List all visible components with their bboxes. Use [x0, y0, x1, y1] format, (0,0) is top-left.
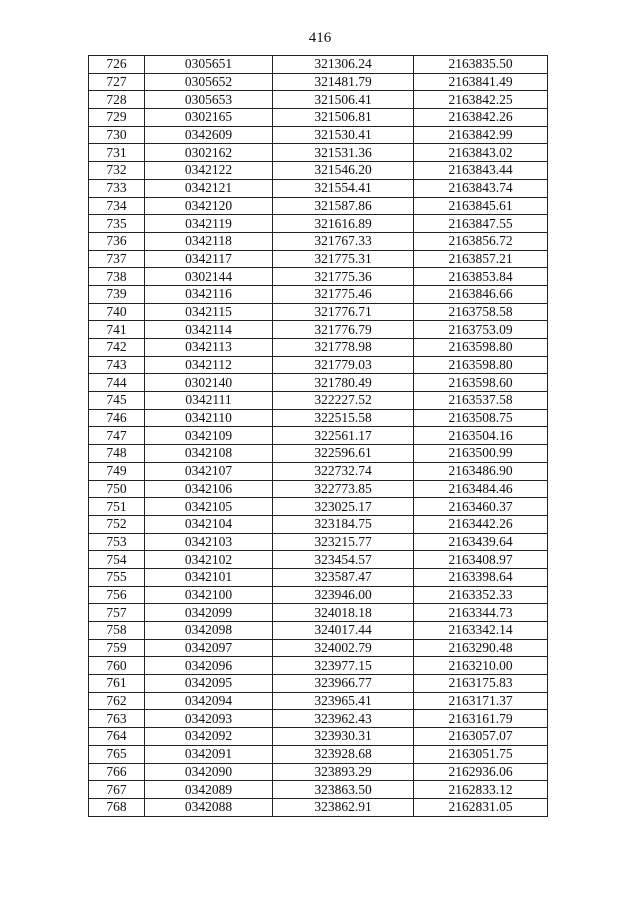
- point-code-cell: 0302165: [145, 109, 273, 127]
- table-row: [89, 728, 548, 746]
- table-row: [89, 162, 548, 180]
- point-code-cell: 0302162: [145, 144, 273, 162]
- y-coordinate-cell: 2162831.05: [414, 798, 548, 816]
- table-row: [89, 339, 548, 357]
- table-row: [89, 250, 548, 268]
- y-coordinate-cell: 2163845.61: [414, 197, 548, 215]
- table-row: [89, 215, 548, 233]
- point-code-cell: 0305652: [145, 73, 273, 91]
- row-number-cell: 747: [89, 427, 145, 445]
- x-coordinate-cell: 322773.85: [273, 480, 414, 498]
- x-coordinate-cell: 323946.00: [273, 586, 414, 604]
- table-row: [89, 392, 548, 410]
- x-coordinate-cell: 321616.89: [273, 215, 414, 233]
- y-coordinate-cell: 2163753.09: [414, 321, 548, 339]
- table-row: [89, 356, 548, 374]
- x-coordinate-cell: 321767.33: [273, 232, 414, 250]
- table-row: [89, 144, 548, 162]
- x-coordinate-cell: 323966.77: [273, 675, 414, 693]
- point-code-cell: 0342106: [145, 480, 273, 498]
- point-code-cell: 0342105: [145, 498, 273, 516]
- table-row: [89, 675, 548, 693]
- y-coordinate-cell: 2163161.79: [414, 710, 548, 728]
- row-number-cell: 754: [89, 551, 145, 569]
- point-code-cell: 0342092: [145, 728, 273, 746]
- point-code-cell: 0342108: [145, 445, 273, 463]
- table-row: [89, 692, 548, 710]
- table-row: [89, 374, 548, 392]
- x-coordinate-cell: 321775.31: [273, 250, 414, 268]
- point-code-cell: 0342115: [145, 303, 273, 321]
- point-code-cell: 0342096: [145, 657, 273, 675]
- row-number-cell: 761: [89, 675, 145, 693]
- point-code-cell: 0342114: [145, 321, 273, 339]
- table-row: [89, 515, 548, 533]
- row-number-cell: 733: [89, 179, 145, 197]
- row-number-cell: 745: [89, 392, 145, 410]
- row-number-cell: 726: [89, 56, 145, 74]
- table-row: [89, 798, 548, 816]
- table-row: [89, 73, 548, 91]
- y-coordinate-cell: 2163504.16: [414, 427, 548, 445]
- point-code-cell: 0342093: [145, 710, 273, 728]
- x-coordinate-cell: 323962.43: [273, 710, 414, 728]
- table-row: [89, 179, 548, 197]
- row-number-cell: 759: [89, 639, 145, 657]
- y-coordinate-cell: 2162936.06: [414, 763, 548, 781]
- y-coordinate-cell: 2163842.99: [414, 126, 548, 144]
- x-coordinate-cell: 321587.86: [273, 197, 414, 215]
- row-number-cell: 749: [89, 462, 145, 480]
- x-coordinate-cell: 323965.41: [273, 692, 414, 710]
- row-number-cell: 763: [89, 710, 145, 728]
- page-number: 416: [308, 30, 332, 46]
- row-number-cell: 768: [89, 798, 145, 816]
- y-coordinate-cell: 2163853.84: [414, 268, 548, 286]
- y-coordinate-cell: 2163175.83: [414, 675, 548, 693]
- y-coordinate-cell: 2163842.25: [414, 91, 548, 109]
- point-code-cell: 0342122: [145, 162, 273, 180]
- table-row: [89, 303, 548, 321]
- table-row: [89, 657, 548, 675]
- x-coordinate-cell: 321779.03: [273, 356, 414, 374]
- row-number-cell: 762: [89, 692, 145, 710]
- row-number-cell: 748: [89, 445, 145, 463]
- y-coordinate-cell: 2163598.60: [414, 374, 548, 392]
- row-number-cell: 729: [89, 109, 145, 127]
- table-row: [89, 268, 548, 286]
- x-coordinate-cell: 322561.17: [273, 427, 414, 445]
- table-row: [89, 763, 548, 781]
- x-coordinate-cell: 323977.15: [273, 657, 414, 675]
- table-row: [89, 56, 548, 74]
- point-code-cell: 0342097: [145, 639, 273, 657]
- row-number-cell: 728: [89, 91, 145, 109]
- y-coordinate-cell: 2163439.64: [414, 533, 548, 551]
- x-coordinate-cell: 321776.79: [273, 321, 414, 339]
- x-coordinate-cell: 323587.47: [273, 568, 414, 586]
- y-coordinate-cell: 2163051.75: [414, 745, 548, 763]
- table-row: [89, 498, 548, 516]
- x-coordinate-cell: 323025.17: [273, 498, 414, 516]
- y-coordinate-cell: 2163758.58: [414, 303, 548, 321]
- y-coordinate-cell: 2163857.21: [414, 250, 548, 268]
- row-number-cell: 757: [89, 604, 145, 622]
- x-coordinate-cell: 321775.36: [273, 268, 414, 286]
- table-row: [89, 622, 548, 640]
- row-number-cell: 764: [89, 728, 145, 746]
- row-number-cell: 742: [89, 339, 145, 357]
- point-code-cell: 0342094: [145, 692, 273, 710]
- point-code-cell: 0342095: [145, 675, 273, 693]
- point-code-cell: 0342118: [145, 232, 273, 250]
- y-coordinate-cell: 2163442.26: [414, 515, 548, 533]
- table-row: [89, 109, 548, 127]
- y-coordinate-cell: 2163846.66: [414, 285, 548, 303]
- x-coordinate-cell: 321306.24: [273, 56, 414, 74]
- row-number-cell: 734: [89, 197, 145, 215]
- y-coordinate-cell: 2163856.72: [414, 232, 548, 250]
- x-coordinate-cell: 321546.20: [273, 162, 414, 180]
- row-number-cell: 739: [89, 285, 145, 303]
- table-row: [89, 232, 548, 250]
- row-number-cell: 751: [89, 498, 145, 516]
- row-number-cell: 750: [89, 480, 145, 498]
- x-coordinate-cell: 321780.49: [273, 374, 414, 392]
- y-coordinate-cell: 2163344.73: [414, 604, 548, 622]
- x-coordinate-cell: 322732.74: [273, 462, 414, 480]
- x-coordinate-cell: 323893.29: [273, 763, 414, 781]
- table-row: [89, 745, 548, 763]
- table-row: [89, 462, 548, 480]
- point-code-cell: 0342110: [145, 409, 273, 427]
- point-code-cell: 0305653: [145, 91, 273, 109]
- x-coordinate-cell: 321531.36: [273, 144, 414, 162]
- x-coordinate-cell: 323215.77: [273, 533, 414, 551]
- point-code-cell: 0342104: [145, 515, 273, 533]
- row-number-cell: 767: [89, 781, 145, 799]
- coordinates-table-body: [89, 56, 548, 817]
- row-number-cell: 738: [89, 268, 145, 286]
- x-coordinate-cell: 323928.68: [273, 745, 414, 763]
- y-coordinate-cell: 2163841.49: [414, 73, 548, 91]
- y-coordinate-cell: 2163598.80: [414, 356, 548, 374]
- table-row: [89, 480, 548, 498]
- x-coordinate-cell: 321775.46: [273, 285, 414, 303]
- table-row: [89, 604, 548, 622]
- row-number-cell: 743: [89, 356, 145, 374]
- point-code-cell: 0342113: [145, 339, 273, 357]
- point-code-cell: 0342107: [145, 462, 273, 480]
- row-number-cell: 732: [89, 162, 145, 180]
- y-coordinate-cell: 2163342.14: [414, 622, 548, 640]
- table-row: [89, 710, 548, 728]
- x-coordinate-cell: 321481.79: [273, 73, 414, 91]
- point-code-cell: 0305651: [145, 56, 273, 74]
- x-coordinate-cell: 323454.57: [273, 551, 414, 569]
- table-row: [89, 568, 548, 586]
- table-row: [89, 639, 548, 657]
- x-coordinate-cell: 323863.50: [273, 781, 414, 799]
- y-coordinate-cell: 2163842.26: [414, 109, 548, 127]
- point-code-cell: 0342088: [145, 798, 273, 816]
- y-coordinate-cell: 2163408.97: [414, 551, 548, 569]
- row-number-cell: 752: [89, 515, 145, 533]
- point-code-cell: 0302144: [145, 268, 273, 286]
- x-coordinate-cell: 322515.58: [273, 409, 414, 427]
- point-code-cell: 0342109: [145, 427, 273, 445]
- y-coordinate-cell: 2163171.37: [414, 692, 548, 710]
- table-row: [89, 126, 548, 144]
- point-code-cell: 0342089: [145, 781, 273, 799]
- y-coordinate-cell: 2163508.75: [414, 409, 548, 427]
- row-number-cell: 756: [89, 586, 145, 604]
- point-code-cell: 0342116: [145, 285, 273, 303]
- point-code-cell: 0342099: [145, 604, 273, 622]
- x-coordinate-cell: 324002.79: [273, 639, 414, 657]
- x-coordinate-cell: 322596.61: [273, 445, 414, 463]
- row-number-cell: 753: [89, 533, 145, 551]
- x-coordinate-cell: 323184.75: [273, 515, 414, 533]
- row-number-cell: 736: [89, 232, 145, 250]
- point-code-cell: 0342112: [145, 356, 273, 374]
- row-number-cell: 741: [89, 321, 145, 339]
- y-coordinate-cell: 2163057.07: [414, 728, 548, 746]
- x-coordinate-cell: 321506.41: [273, 91, 414, 109]
- table-row: [89, 781, 548, 799]
- y-coordinate-cell: 2163290.48: [414, 639, 548, 657]
- point-code-cell: 0342609: [145, 126, 273, 144]
- x-coordinate-cell: 321530.41: [273, 126, 414, 144]
- y-coordinate-cell: 2163843.02: [414, 144, 548, 162]
- x-coordinate-cell: 324017.44: [273, 622, 414, 640]
- point-code-cell: 0342103: [145, 533, 273, 551]
- x-coordinate-cell: 322227.52: [273, 392, 414, 410]
- table-row: [89, 197, 548, 215]
- row-number-cell: 727: [89, 73, 145, 91]
- y-coordinate-cell: 2162833.12: [414, 781, 548, 799]
- x-coordinate-cell: 323862.91: [273, 798, 414, 816]
- y-coordinate-cell: 2163843.44: [414, 162, 548, 180]
- x-coordinate-cell: 323930.31: [273, 728, 414, 746]
- table-row: [89, 533, 548, 551]
- x-coordinate-cell: 321776.71: [273, 303, 414, 321]
- y-coordinate-cell: 2163398.64: [414, 568, 548, 586]
- point-code-cell: 0342098: [145, 622, 273, 640]
- row-number-cell: 765: [89, 745, 145, 763]
- point-code-cell: 0342090: [145, 763, 273, 781]
- y-coordinate-cell: 2163484.46: [414, 480, 548, 498]
- y-coordinate-cell: 2163352.33: [414, 586, 548, 604]
- point-code-cell: 0342117: [145, 250, 273, 268]
- y-coordinate-cell: 2163486.90: [414, 462, 548, 480]
- y-coordinate-cell: 2163847.55: [414, 215, 548, 233]
- y-coordinate-cell: 2163537.58: [414, 392, 548, 410]
- y-coordinate-cell: 2163835.50: [414, 56, 548, 74]
- point-code-cell: 0342100: [145, 586, 273, 604]
- row-number-cell: 760: [89, 657, 145, 675]
- row-number-cell: 730: [89, 126, 145, 144]
- y-coordinate-cell: 2163210.00: [414, 657, 548, 675]
- coordinates-table: [88, 55, 548, 817]
- x-coordinate-cell: 321554.41: [273, 179, 414, 197]
- table-row: [89, 409, 548, 427]
- point-code-cell: 0342121: [145, 179, 273, 197]
- y-coordinate-cell: 2163843.74: [414, 179, 548, 197]
- x-coordinate-cell: 321506.81: [273, 109, 414, 127]
- point-code-cell: 0342102: [145, 551, 273, 569]
- y-coordinate-cell: 2163500.99: [414, 445, 548, 463]
- x-coordinate-cell: 324018.18: [273, 604, 414, 622]
- table-row: [89, 427, 548, 445]
- table-row: [89, 91, 548, 109]
- row-number-cell: 744: [89, 374, 145, 392]
- table-row: [89, 321, 548, 339]
- row-number-cell: 737: [89, 250, 145, 268]
- row-number-cell: 755: [89, 568, 145, 586]
- row-number-cell: 758: [89, 622, 145, 640]
- table-row: [89, 445, 548, 463]
- table-row: [89, 586, 548, 604]
- point-code-cell: 0342091: [145, 745, 273, 763]
- x-coordinate-cell: 321778.98: [273, 339, 414, 357]
- table-row: [89, 551, 548, 569]
- row-number-cell: 740: [89, 303, 145, 321]
- table-row: [89, 285, 548, 303]
- point-code-cell: 0342111: [145, 392, 273, 410]
- row-number-cell: 746: [89, 409, 145, 427]
- y-coordinate-cell: 2163460.37: [414, 498, 548, 516]
- point-code-cell: 0342120: [145, 197, 273, 215]
- point-code-cell: 0342119: [145, 215, 273, 233]
- row-number-cell: 766: [89, 763, 145, 781]
- row-number-cell: 731: [89, 144, 145, 162]
- point-code-cell: 0302140: [145, 374, 273, 392]
- y-coordinate-cell: 2163598.80: [414, 339, 548, 357]
- row-number-cell: 735: [89, 215, 145, 233]
- point-code-cell: 0342101: [145, 568, 273, 586]
